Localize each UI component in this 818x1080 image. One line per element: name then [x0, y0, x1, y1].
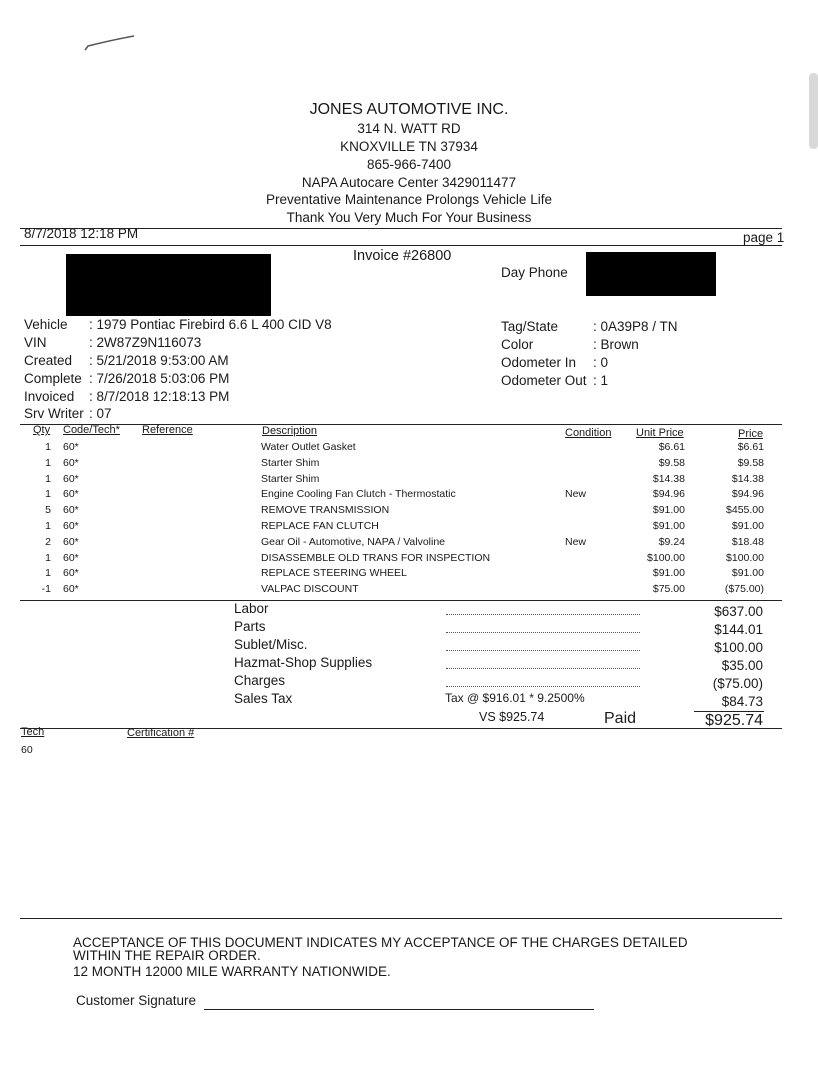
paid-label: Paid	[604, 710, 637, 727]
item-description: REMOVE TRANSMISSION	[261, 504, 390, 516]
col-code: Code/Tech*	[63, 424, 120, 436]
item-unit-price: $6.61	[658, 441, 685, 453]
item-code: 60*	[63, 536, 79, 548]
item-price: $6.61	[737, 441, 764, 453]
page-number: page 1	[743, 230, 785, 245]
total-label: Parts	[234, 619, 266, 634]
item-price: $455.00	[726, 504, 764, 516]
srv-writer-value: : 07	[89, 406, 112, 421]
acceptance-line-1: ACCEPTANCE OF THIS DOCUMENT INDICATES MY ACCEPTANCE OF THE CHARGES DETAILED	[73, 935, 688, 950]
item-description: VALPAC DISCOUNT	[261, 583, 359, 595]
vehicle-label: Vehicle	[24, 317, 68, 332]
tech-value: 60	[21, 744, 33, 756]
dot-leader	[446, 614, 640, 615]
tag-state-label: Tag/State	[501, 319, 559, 334]
item-qty: 1	[45, 441, 51, 453]
created-label: Created	[24, 353, 73, 368]
item-description: REPLACE STEERING WHEEL	[261, 567, 407, 579]
vin-label: VIN	[24, 335, 47, 350]
item-description: Gear Oil - Automotive, NAPA / Valvoline	[261, 536, 446, 548]
srv-writer-label: Srv Writer	[24, 406, 84, 421]
item-description: Engine Cooling Fan Clutch - Thermostatic	[261, 488, 456, 500]
item-price: $9.58	[737, 457, 764, 469]
vin-value: : 2W87Z9N116073	[89, 335, 202, 350]
complete-value: : 7/26/2018 5:03:06 PM	[89, 371, 230, 386]
total-label: Sales Tax	[234, 691, 293, 706]
item-code: 60*	[63, 504, 79, 516]
item-unit-price: $91.00	[652, 504, 685, 516]
item-code: 60*	[63, 520, 79, 532]
col-description: Description	[262, 425, 318, 437]
color-value: : Brown	[593, 337, 639, 352]
item-qty: 1	[45, 567, 51, 579]
item-description: REPLACE FAN CLUTCH	[261, 520, 379, 532]
item-description: DISASSEMBLE OLD TRANS FOR INSPECTION	[261, 552, 491, 564]
signature-label: Customer Signature	[76, 993, 197, 1008]
complete-label: Complete	[24, 371, 82, 386]
item-price: $94.96	[731, 488, 764, 500]
item-condition: New	[565, 536, 587, 548]
table-bottom-rule	[20, 600, 782, 601]
item-price: $91.00	[731, 567, 764, 579]
item-code: 60*	[63, 583, 79, 595]
total-label: Labor	[234, 601, 269, 616]
tech-label: Tech	[21, 726, 45, 738]
item-code: 60*	[63, 488, 79, 500]
total-amount: $144.01	[714, 622, 763, 637]
created-value: : 5/21/2018 9:53:00 AM	[89, 353, 229, 368]
item-unit-price: $75.00	[652, 583, 685, 595]
item-code: 60*	[63, 473, 79, 485]
pen-mark	[82, 32, 138, 54]
total-amount: ($75.00)	[712, 676, 763, 691]
item-code: 60*	[63, 552, 79, 564]
dot-leader	[446, 668, 640, 669]
tag-state-value: : 0A39P8 / TN	[593, 319, 678, 334]
slogan: Preventative Maintenance Prolongs Vehicle Life	[266, 192, 552, 207]
item-qty: 1	[45, 457, 51, 469]
item-price: $18.48	[731, 536, 764, 548]
thanks-line: Thank You Very Much For Your Business	[286, 210, 532, 225]
item-qty: 1	[45, 520, 51, 532]
item-qty: -1	[41, 583, 51, 595]
col-reference: Reference	[142, 424, 193, 436]
item-description: Starter Shim	[261, 473, 320, 485]
odometer-in-label: Odometer In	[501, 355, 577, 370]
acceptance-line-2: WITHIN THE REPAIR ORDER.	[73, 948, 261, 963]
item-qty: 5	[45, 504, 51, 516]
item-unit-price: $100.00	[647, 552, 685, 564]
divider	[20, 228, 782, 229]
signature-line[interactable]	[204, 1009, 594, 1010]
total-amount: $84.73	[721, 694, 763, 709]
odometer-out-label: Odometer Out	[501, 373, 587, 388]
color-label: Color	[501, 337, 534, 352]
item-price: $14.38	[731, 473, 764, 485]
dot-leader	[446, 632, 640, 633]
total-amount: $637.00	[714, 604, 763, 619]
certification-label: Certification #	[127, 727, 195, 739]
item-condition: New	[565, 488, 587, 500]
item-unit-price: $91.00	[652, 520, 685, 532]
odometer-out-value: : 1	[593, 373, 609, 388]
redacted-customer	[66, 254, 271, 316]
item-qty: 1	[45, 552, 51, 564]
total-amount: $100.00	[714, 640, 763, 655]
item-unit-price: $91.00	[652, 567, 685, 579]
total-amount: $35.00	[721, 658, 763, 673]
item-price: $100.00	[726, 552, 764, 564]
item-unit-price: $14.38	[652, 473, 685, 485]
col-unit-price: Unit Price	[636, 427, 684, 439]
vehicle-value: : 1979 Pontiac Firebird 6.6 L 400 CID V8	[89, 317, 332, 332]
day-phone-label: Day Phone	[501, 265, 568, 280]
item-unit-price: $94.96	[652, 488, 685, 500]
divider	[20, 245, 782, 246]
total-label: Hazmat-Shop Supplies	[234, 655, 373, 670]
item-code: 60*	[63, 441, 79, 453]
item-qty: 1	[45, 473, 51, 485]
warranty-line: 12 MONTH 12000 MILE WARRANTY NATIONWIDE.	[73, 964, 391, 979]
total-label: Charges	[234, 673, 286, 688]
odometer-in-value: : 0	[593, 355, 609, 370]
item-code: 60*	[63, 457, 79, 469]
col-condition: Condition	[565, 427, 612, 439]
dot-leader	[446, 650, 640, 651]
item-description: Water Outlet Gasket	[261, 441, 356, 453]
dot-leader	[446, 686, 640, 687]
item-unit-price: $9.58	[658, 457, 685, 469]
invoiced-label: Invoiced	[24, 389, 75, 404]
vs-note: VS $925.74	[479, 710, 545, 724]
item-description: Starter Shim	[261, 457, 320, 469]
item-qty: 2	[45, 536, 51, 548]
tax-note: Tax @ $916.01 * 9.2500%	[445, 691, 585, 705]
print-date: 8/7/2018 12:18 PM	[24, 226, 139, 241]
total-label: Sublet/Misc.	[234, 637, 308, 652]
item-price: ($75.00)	[724, 583, 764, 595]
invoiced-value: : 8/7/2018 12:18:13 PM	[89, 389, 230, 404]
napa-center: NAPA Autocare Center 3429011477	[301, 175, 517, 190]
company-name: JONES AUTOMOTIVE INC.	[309, 101, 509, 118]
footer-rule	[20, 918, 782, 919]
col-price: Price	[738, 428, 764, 440]
item-unit-price: $9.24	[658, 536, 685, 548]
item-code: 60*	[63, 567, 79, 579]
item-price: $91.00	[731, 520, 764, 532]
company-city: KNOXVILLE TN 37934	[340, 139, 478, 154]
item-qty: 1	[45, 488, 51, 500]
company-address: 314 N. WATT RD	[357, 121, 461, 136]
company-phone: 865-966-7400	[366, 157, 452, 172]
grand-total: $925.74	[705, 712, 763, 729]
redacted-phone	[586, 252, 716, 296]
col-qty: Qty	[33, 424, 51, 436]
table-top-rule	[20, 424, 782, 425]
invoice-number: Invoice #26800	[353, 248, 452, 264]
